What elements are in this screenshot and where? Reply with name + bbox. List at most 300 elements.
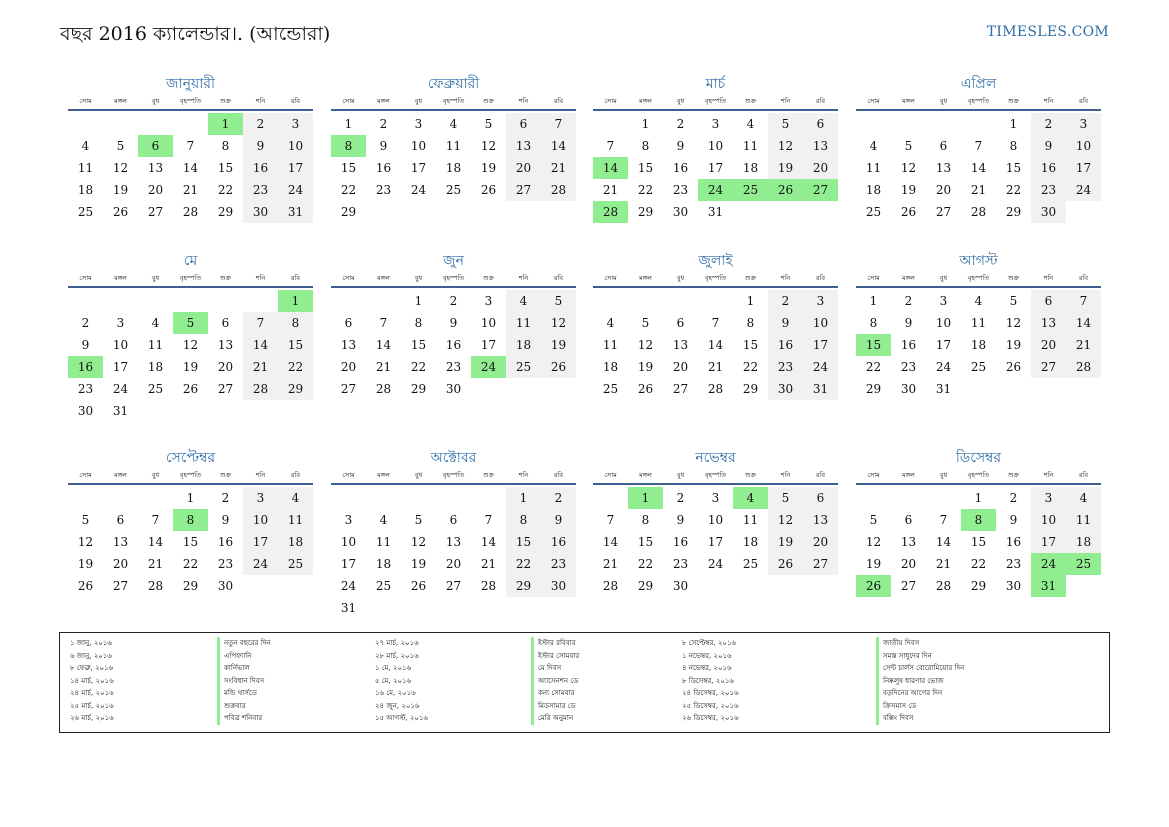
day-cell: 13 [803,135,838,157]
weekday-label: সোম [604,471,617,479]
holiday-day-cell: 28 [593,201,628,223]
day-cell: 6 [676,316,685,330]
day-cell: 24 [112,382,129,396]
day-grid [331,290,576,400]
empty-cell [208,290,243,312]
day-cell: 27 [445,579,462,593]
empty-cell [103,113,138,135]
day-cell: 17 [278,157,313,179]
day-cell: 17 [410,161,427,175]
day-cell: 4 [506,290,541,312]
day-cell: 23 [77,382,94,396]
weekday-label: রবি [1078,97,1089,105]
weekday-label: সোম [79,471,92,479]
day-cell: 28 [970,205,987,219]
holiday-day-cell: 1 [628,487,663,509]
day-cell: 3 [344,513,353,527]
holiday-day-cell: 15 [856,334,891,356]
day-cell: 7 [186,139,195,153]
legend-holiday-name: এপিফ্যানি [217,650,271,663]
day-cell: 27 [1031,356,1066,378]
day-cell: 1 [974,491,983,505]
day-cell: 24 [243,553,278,575]
day-cell: 14 [935,535,952,549]
day-cell: 9 [541,509,576,531]
legend-date: ১৬ মে, ২০১৬ [375,689,416,697]
day-cell: 1 [506,487,541,509]
day-cell: 30 [77,404,94,418]
day-cell: 14 [243,334,278,356]
day-cell: 22 [410,360,427,374]
day-cell: 23 [445,360,462,374]
day-cell: 28 [541,179,576,201]
day-cell: 28 [935,579,952,593]
day-cell: 22 [865,360,882,374]
day-cell: 4 [746,117,755,131]
day-cell: 21 [935,557,952,571]
day-cell: 13 [803,509,838,531]
legend-holiday-name: মিডসামার ডে [531,700,579,713]
weekday-label: রবি [815,97,826,105]
day-cell: 20 [900,557,917,571]
weekday-label: শুক্র [482,471,495,479]
day-cell: 1 [869,294,878,308]
day-cell: 15 [970,535,987,549]
month-block [331,447,576,619]
day-cell: 23 [900,360,917,374]
day-cell: 31 [803,378,838,400]
month-name: মার্চ [705,76,726,92]
day-cell: 6 [939,139,948,153]
day-cell: 8 [1009,139,1018,153]
day-cell: 20 [1031,334,1066,356]
day-cell: 7 [711,316,720,330]
weekday-label: রবি [1078,274,1089,282]
day-cell: 17 [803,334,838,356]
empty-cell [926,113,961,135]
day-cell: 4 [869,139,878,153]
day-cell: 13 [672,338,689,352]
legend-holiday-name: সংবিধান দিবস [217,675,271,688]
day-cell: 2 [541,487,576,509]
day-cell: 3 [1031,487,1066,509]
day-cell: 30 [672,579,689,593]
day-cell: 26 [1005,360,1022,374]
weekday-label: শনি [255,274,266,282]
legend-holiday-name: নতুন বছরের দিন [217,637,271,650]
day-cell: 19 [112,183,129,197]
day-cell: 15 [637,535,654,549]
day-cell: 18 [1066,531,1101,553]
weekday-label: বৃহস্পতি [442,471,465,479]
day-cell: 11 [602,338,619,352]
weekday-label: বুধ [414,274,423,282]
day-cell: 25 [506,356,541,378]
holiday-day-cell: 31 [1031,575,1066,597]
legend-holiday-name: বক্সিং দিবস [876,712,964,725]
day-cell: 16 [541,531,576,553]
day-cell: 25 [375,579,392,593]
day-cell: 7 [606,513,615,527]
day-cell: 8 [506,509,541,531]
day-cell: 13 [147,161,164,175]
day-cell: 3 [1066,113,1101,135]
day-cell: 20 [672,360,689,374]
day-cell: 1 [641,117,650,131]
legend-holiday-name: জাতীয় দিবস [876,637,964,650]
day-cell: 26 [541,356,576,378]
day-cell: 9 [379,139,388,153]
empty-cell [138,487,173,509]
day-cell: 10 [1031,509,1066,531]
day-cell: 19 [480,161,497,175]
brand-link[interactable]: TIMESLES.COM [986,24,1109,40]
day-cell: 25 [602,382,619,396]
day-grid [593,290,838,400]
day-cell: 14 [707,338,724,352]
day-cell: 31 [112,404,129,418]
day-cell: 15 [340,161,357,175]
month-block [856,447,1101,597]
day-cell: 23 [672,557,689,571]
day-cell: 29 [637,205,654,219]
day-cell: 10 [243,509,278,531]
day-cell: 21 [147,557,164,571]
empty-cell [173,113,208,135]
day-cell: 5 [768,487,803,509]
legend-date: ১ জানু, ২০১৬ [70,639,112,647]
day-cell: 6 [1031,290,1066,312]
weekday-label: শুক্র [1007,471,1020,479]
day-cell: 20 [217,360,234,374]
empty-cell [366,290,401,312]
day-cell: 18 [742,161,759,175]
weekday-label: মঙ্গল [639,274,652,282]
empty-cell [471,487,506,509]
weekday-label: মঙ্গল [114,471,127,479]
day-cell: 26 [637,382,654,396]
day-cell: 8 [414,316,423,330]
day-cell: 18 [147,360,164,374]
day-cell: 27 [900,579,917,593]
day-cell: 23 [217,557,234,571]
day-cell: 22 [278,356,313,378]
weekday-label: শুক্র [219,274,232,282]
day-cell: 10 [803,312,838,334]
weekday-label: মঙ্গল [902,274,915,282]
legend-date-column [375,637,428,725]
day-cell: 13 [340,338,357,352]
day-cell: 5 [641,316,650,330]
day-cell: 19 [637,360,654,374]
day-cell: 14 [147,535,164,549]
day-cell: 2 [1031,113,1066,135]
month-name: নভেম্বর [695,450,736,466]
empty-cell [593,113,628,135]
day-cell: 30 [768,378,803,400]
day-cell: 7 [606,139,615,153]
weekday-label: শুক্র [744,274,757,282]
day-cell: 25 [742,557,759,571]
day-cell: 11 [506,312,541,334]
day-cell: 9 [1009,513,1018,527]
weekday-label: সোম [867,274,880,282]
day-cell: 5 [1009,294,1018,308]
weekday-label: মঙ্গল [639,97,652,105]
day-grid [856,290,1101,400]
day-cell: 29 [970,579,987,593]
day-cell: 18 [742,535,759,549]
month-name: ডিসেম্বর [955,450,1002,466]
day-cell: 2 [81,316,90,330]
empty-cell [173,290,208,312]
day-grid [68,113,313,223]
day-cell: 21 [541,157,576,179]
weekday-label: বৃহস্পতি [967,274,990,282]
day-cell: 29 [637,579,654,593]
legend-date: ৬ জানু, ২০১৬ [70,651,112,660]
day-cell: 6 [803,487,838,509]
day-cell: 27 [803,553,838,575]
day-cell: 26 [112,205,129,219]
holiday-day-cell: 16 [68,356,103,378]
day-cell: 17 [340,557,357,571]
day-cell: 30 [217,579,234,593]
weekday-header [68,272,313,288]
day-cell: 19 [541,334,576,356]
day-cell: 25 [278,553,313,575]
day-cell: 4 [379,513,388,527]
day-cell: 5 [414,513,423,527]
weekday-label: বুধ [151,471,160,479]
day-grid [68,290,313,422]
day-cell: 12 [182,338,199,352]
month-name: সেপ্টেম্বর [165,450,216,466]
holiday-day-cell: 4 [733,487,768,509]
empty-cell [68,487,103,509]
day-cell: 16 [375,161,392,175]
weekday-header [593,95,838,111]
holiday-day-cell: 8 [961,509,996,531]
day-cell: 24 [803,356,838,378]
weekday-label: মঙ্গল [114,274,127,282]
day-cell: 9 [449,316,458,330]
weekday-label: সোম [604,274,617,282]
day-cell: 8 [746,316,755,330]
day-cell: 29 [182,579,199,593]
day-cell: 19 [182,360,199,374]
day-cell: 20 [803,157,838,179]
day-cell: 28 [243,378,278,400]
day-cell: 15 [637,161,654,175]
day-cell: 29 [217,205,234,219]
weekday-header [68,469,313,485]
weekday-label: শনি [518,274,529,282]
weekday-label: শনি [1043,471,1054,479]
weekday-label: বৃহস্পতি [179,471,202,479]
day-cell: 30 [1005,579,1022,593]
day-cell: 11 [742,139,759,153]
weekday-label: শনি [780,97,791,105]
day-cell: 13 [935,161,952,175]
day-cell: 26 [410,579,427,593]
day-cell: 3 [278,113,313,135]
day-cell: 22 [506,553,541,575]
weekday-header [331,95,576,111]
weekday-label: মঙ্গল [377,97,390,105]
holiday-day-cell: 24 [698,179,733,201]
month-block [68,250,313,422]
weekday-label: মঙ্গল [114,97,127,105]
weekday-label: সোম [342,274,355,282]
day-cell: 7 [484,513,493,527]
empty-cell [138,290,173,312]
weekday-label: বুধ [151,97,160,105]
legend-holiday-name: ইস্টার রবিবার [531,637,579,650]
empty-cell [856,487,891,509]
day-cell: 11 [1066,509,1101,531]
month-block [593,447,838,597]
weekday-label: বুধ [676,274,685,282]
day-cell: 12 [865,535,882,549]
day-cell: 26 [480,183,497,197]
weekday-label: বুধ [939,274,948,282]
weekday-label: রবি [290,471,301,479]
empty-cell [593,290,628,312]
day-cell: 27 [112,579,129,593]
day-cell: 15 [742,338,759,352]
day-cell: 27 [217,382,234,396]
day-cell: 13 [506,135,541,157]
day-cell: 11 [865,161,882,175]
month-name: এপ্রিল [960,76,997,92]
legend-date: ৪ নভেম্বর, ২০১৬ [682,664,732,672]
day-cell: 14 [375,338,392,352]
day-cell: 19 [768,157,803,179]
empty-cell [663,290,698,312]
day-cell: 10 [340,535,357,549]
day-cell: 30 [541,575,576,597]
holiday-day-cell: 24 [471,356,506,378]
day-cell: 7 [939,513,948,527]
day-cell: 13 [900,535,917,549]
day-cell: 23 [1031,179,1066,201]
day-cell: 20 [803,531,838,553]
legend-holiday-name: মন্ডি থার্সডে [217,687,271,700]
empty-cell [366,487,401,509]
weekday-header [593,272,838,288]
day-cell: 2 [449,294,458,308]
day-cell: 11 [445,139,462,153]
day-cell: 19 [77,557,94,571]
weekday-label: রবি [1078,471,1089,479]
weekday-label: শনি [518,97,529,105]
day-cell: 16 [445,338,462,352]
day-cell: 5 [484,117,493,131]
weekday-label: বৃহস্পতি [704,274,727,282]
day-cell: 26 [77,579,94,593]
day-cell: 26 [182,382,199,396]
day-cell: 21 [707,360,724,374]
day-cell: 31 [278,201,313,223]
day-cell: 16 [672,161,689,175]
day-cell: 23 [375,183,392,197]
weekday-label: বুধ [151,274,160,282]
day-cell: 18 [375,557,392,571]
day-cell: 21 [182,183,199,197]
weekday-label: মঙ্গল [639,471,652,479]
month-name: মে [183,253,198,269]
day-cell: 12 [541,312,576,334]
day-cell: 19 [410,557,427,571]
day-cell: 13 [217,338,234,352]
day-cell: 22 [637,183,654,197]
day-cell: 26 [768,553,803,575]
day-cell: 4 [1066,487,1101,509]
day-cell: 9 [676,139,685,153]
day-cell: 9 [81,338,90,352]
day-cell: 28 [707,382,724,396]
weekday-label: বুধ [414,471,423,479]
legend-holiday-name: ইস্টার সোমবার [531,650,579,663]
day-cell: 20 [147,183,164,197]
day-cell: 30 [672,205,689,219]
legend-holiday-name: সমস্ত সাধুদের দিন [876,650,964,663]
empty-cell [138,113,173,135]
day-cell: 17 [112,360,129,374]
month-name: জুলাই [698,253,733,269]
legend-date: ১ নভেম্বর, ২০১৬ [682,651,732,660]
day-cell: 26 [900,205,917,219]
day-cell: 3 [414,117,423,131]
day-cell: 16 [1005,535,1022,549]
empty-cell [593,487,628,509]
legend-date: ১৪ মার্চ, ২০১৬ [70,676,114,685]
day-cell: 28 [602,579,619,593]
day-cell: 21 [970,183,987,197]
day-cell: 29 [278,378,313,400]
weekday-header [331,469,576,485]
day-cell: 22 [217,183,234,197]
day-cell: 14 [182,161,199,175]
legend-date: ২৪ ডিসেম্বর, ২০১৬ [682,689,739,697]
day-cell: 15 [182,535,199,549]
legend-holiday-name: শুক্রবার [217,700,271,713]
day-cell: 17 [707,535,724,549]
weekday-label: সোম [79,274,92,282]
legend-holiday-name: মেরি অনুমান [531,712,579,725]
day-cell: 20 [506,157,541,179]
weekday-label: বুধ [939,471,948,479]
holiday-day-cell: 26 [768,179,803,201]
weekday-label: শুক্র [1007,97,1020,105]
day-cell: 1 [186,491,195,505]
day-cell: 25 [865,205,882,219]
day-cell: 21 [1066,334,1101,356]
legend-holiday-name: ক্রিসমাস ডে [876,700,964,713]
weekday-label: রবি [815,274,826,282]
day-cell: 12 [768,135,803,157]
day-cell: 12 [410,535,427,549]
weekday-label: শনি [255,97,266,105]
day-cell: 11 [742,513,759,527]
day-grid [593,113,838,223]
day-cell: 7 [151,513,160,527]
weekday-label: সোম [342,97,355,105]
weekday-label: সোম [867,471,880,479]
empty-cell [68,290,103,312]
weekday-label: শুক্র [219,97,232,105]
